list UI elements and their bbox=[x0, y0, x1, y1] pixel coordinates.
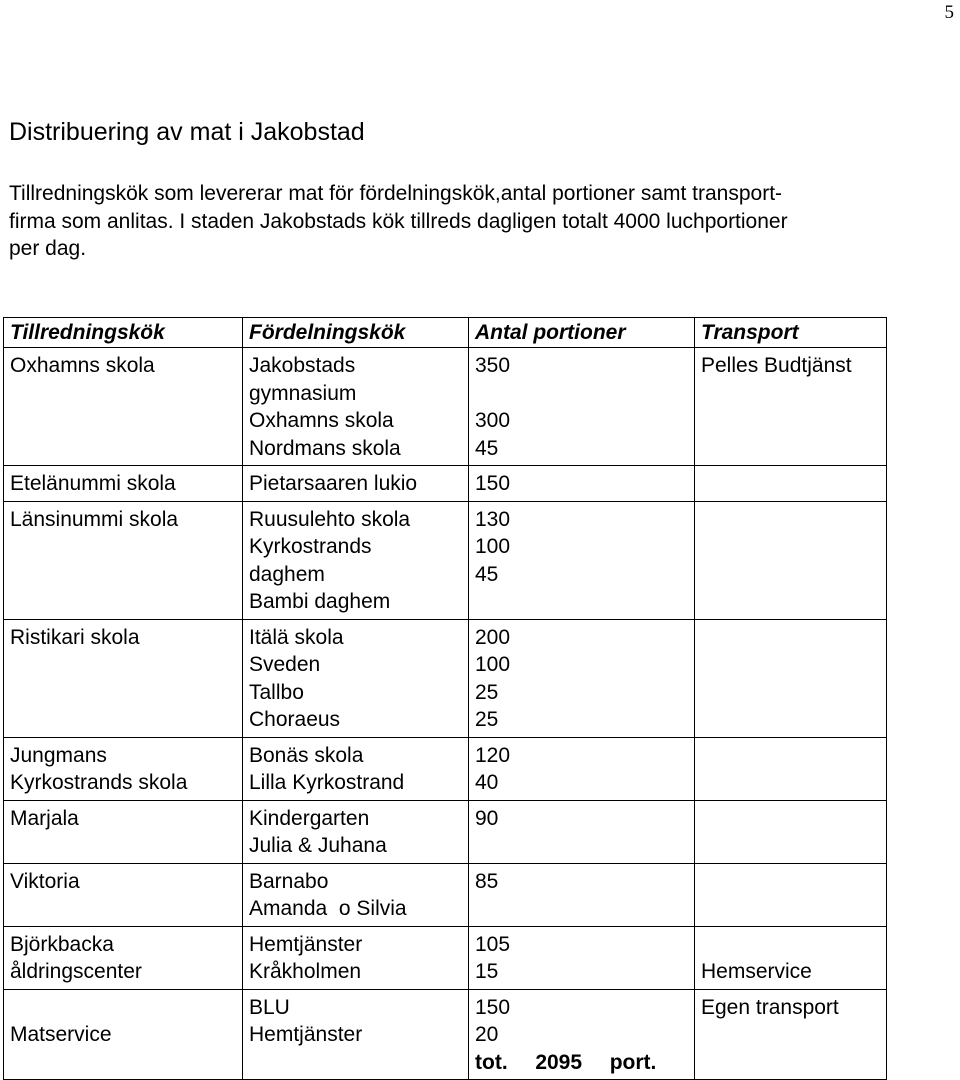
portions-cell: 120 40 bbox=[469, 737, 695, 800]
distribution-cell: Itälä skola Sveden Tallbo Choraeus bbox=[243, 619, 469, 737]
kitchen-cell: Viktoria bbox=[4, 863, 243, 926]
kitchen-cell: Oxhamns skola bbox=[4, 348, 243, 466]
table-row bbox=[4, 619, 887, 737]
page-title: Distribuering av mat i Jakobstad bbox=[9, 118, 365, 146]
header-kitchen: Tillredningskök bbox=[4, 318, 243, 348]
header-portions: Antal portioner bbox=[469, 318, 695, 348]
portions-cell: 85 bbox=[469, 863, 695, 926]
table-row bbox=[4, 348, 887, 466]
page-number: 5 bbox=[944, 2, 954, 23]
table-row bbox=[4, 926, 887, 989]
kitchen-cell: Länsinummi skola bbox=[4, 501, 243, 619]
portions-cell: 130 100 45 bbox=[469, 501, 695, 619]
intro-line: firma som anlitas. I staden Jakobstads kök tillreds dagligen totalt 4000 luchportioner bbox=[9, 209, 788, 233]
transport-cell bbox=[695, 800, 887, 863]
transport-cell bbox=[695, 863, 887, 926]
distribution-cell: Bonäs skola Lilla Kyrkostrand bbox=[243, 737, 469, 800]
kitchen-cell: Etelänummi skola bbox=[4, 466, 243, 502]
kitchen-cell: Björkbacka åldringscenter bbox=[4, 926, 243, 989]
table-row bbox=[4, 466, 887, 502]
header-transport: Transport bbox=[695, 318, 887, 348]
portions-cell: 90 bbox=[469, 800, 695, 863]
intro-paragraph bbox=[9, 180, 939, 263]
portions-cell: 150 bbox=[469, 466, 695, 502]
table-row bbox=[4, 737, 887, 800]
kitchen-cell: Jungmans Kyrkostrands skola bbox=[4, 737, 243, 800]
kitchen-cell: Marjala bbox=[4, 800, 243, 863]
table-row bbox=[4, 501, 887, 619]
transport-cell bbox=[695, 501, 887, 619]
portions-cell: 150 20 tot. 2095 port. bbox=[469, 989, 695, 1080]
transport-cell bbox=[695, 466, 887, 502]
portions-cell: 200 100 25 25 bbox=[469, 619, 695, 737]
table-row bbox=[4, 863, 887, 926]
distribution-cell: Barnabo Amanda o Silvia bbox=[243, 863, 469, 926]
distribution-cell: BLU Hemtjänster bbox=[243, 989, 469, 1080]
table-row bbox=[4, 989, 887, 1080]
total-portions: tot. 2095 port. bbox=[475, 1050, 657, 1074]
kitchen-cell: Ristikari skola bbox=[4, 619, 243, 737]
distribution-table bbox=[3, 317, 887, 1080]
portions-cell: 105 15 bbox=[469, 926, 695, 989]
distribution-cell: Jakobstads gymnasium Oxhamns skola Nordmans skola bbox=[243, 348, 469, 466]
transport-cell bbox=[695, 619, 887, 737]
intro-line: Tillredningskök som levererar mat för fördelningskök,antal portioner samt transport- bbox=[9, 182, 783, 205]
table-row bbox=[4, 800, 887, 863]
distribution-cell: Pietarsaaren lukio bbox=[243, 466, 469, 502]
header-distribution: Fördelningskök bbox=[243, 318, 469, 348]
distribution-cell: Kindergarten Julia & Juhana bbox=[243, 800, 469, 863]
transport-cell: Hemservice bbox=[695, 926, 887, 989]
kitchen-cell: Matservice bbox=[4, 989, 243, 1080]
portions-cell: 350 300 45 bbox=[469, 348, 695, 466]
transport-cell: Egen transport bbox=[695, 989, 887, 1080]
table-header-row bbox=[4, 318, 887, 348]
transport-cell bbox=[695, 737, 887, 800]
transport-cell: Pelles Budtjänst bbox=[695, 348, 887, 466]
distribution-cell: Ruusulehto skola Kyrkostrands daghem Bambi daghem bbox=[243, 501, 469, 619]
distribution-cell: Hemtjänster Kråkholmen bbox=[243, 926, 469, 989]
intro-line: per dag. bbox=[9, 237, 87, 260]
